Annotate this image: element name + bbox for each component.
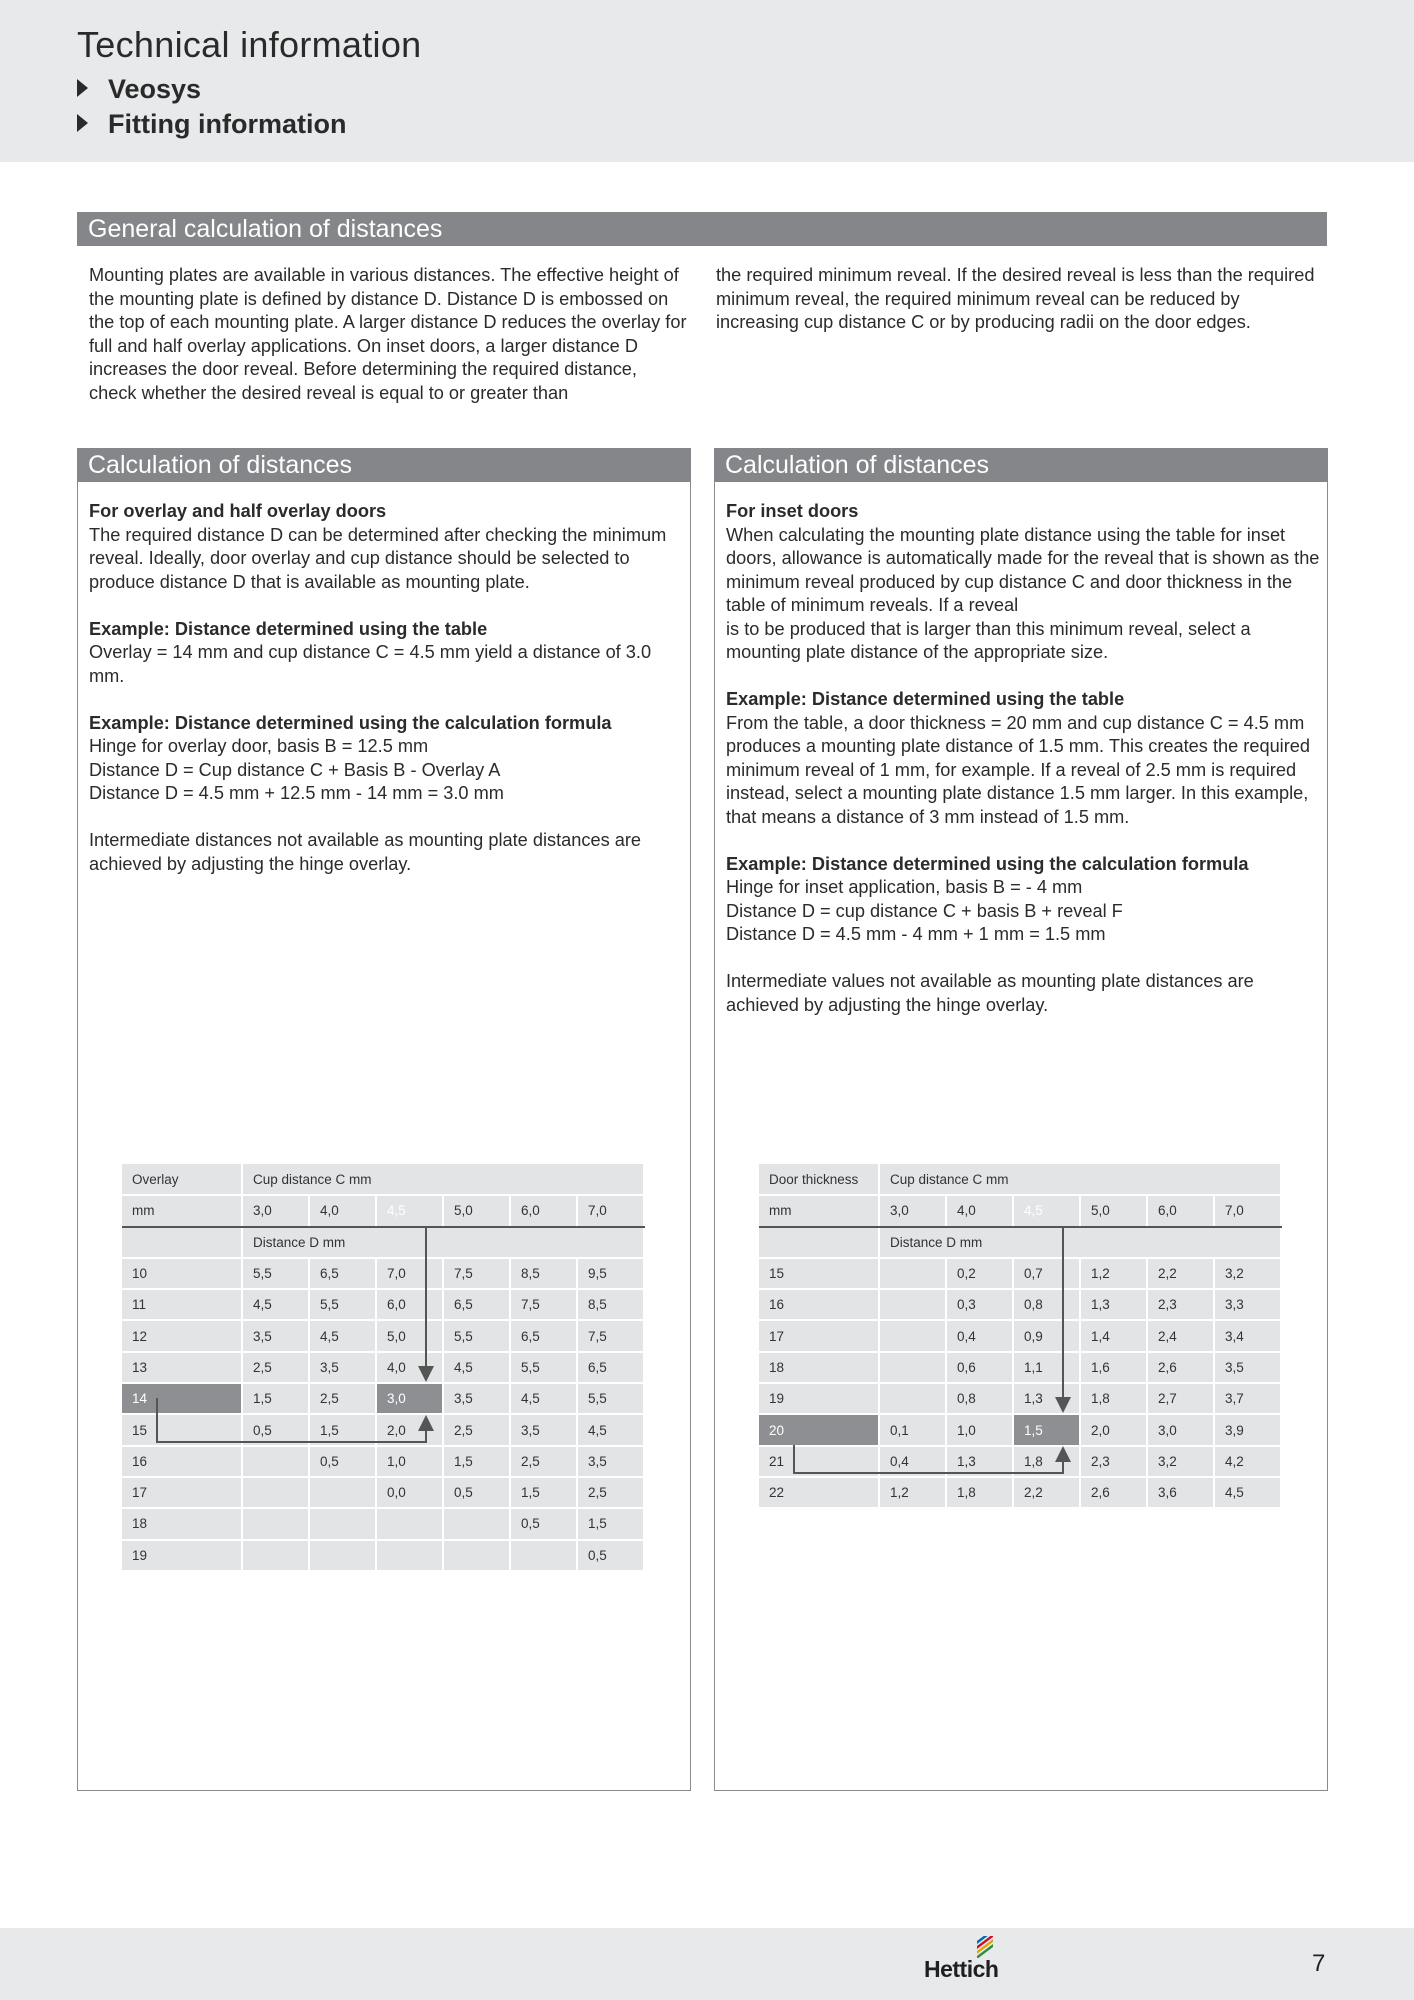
left-sub3-title: Example: Distance determined using the calculation formula bbox=[89, 712, 612, 733]
table-row bbox=[759, 1352, 1281, 1383]
table-cell: 3,5 bbox=[443, 1383, 510, 1414]
table-cell: 2,5 bbox=[577, 1477, 644, 1508]
table-cell: 2,6 bbox=[1080, 1477, 1147, 1508]
table-header-cell: Door thickness bbox=[759, 1164, 879, 1195]
table-cell: 5,5 bbox=[242, 1258, 309, 1289]
table-cell bbox=[309, 1540, 376, 1571]
table-cell: 1,8 bbox=[1013, 1446, 1080, 1477]
table-header-cell: mm bbox=[122, 1195, 242, 1226]
table-cell: 2,2 bbox=[1013, 1477, 1080, 1508]
table-cell: 1,3 bbox=[946, 1446, 1013, 1477]
left-sub2-text: Overlay = 14 mm and cup distance C = 4.5 mm yield a distance of 3.0 mm. bbox=[89, 642, 652, 686]
table-cell: 8,5 bbox=[510, 1258, 577, 1289]
table-cell: 3,4 bbox=[1214, 1320, 1281, 1351]
table-row bbox=[759, 1477, 1281, 1508]
table-cell bbox=[242, 1477, 309, 1508]
table-cell bbox=[879, 1383, 946, 1414]
table-cell: 2,5 bbox=[510, 1446, 577, 1477]
table-row bbox=[122, 1258, 644, 1289]
table-cell: 0,2 bbox=[946, 1258, 1013, 1289]
table-header-cell: 4,5 bbox=[1013, 1195, 1080, 1226]
table-cell bbox=[309, 1477, 376, 1508]
table-header-cell: Cup distance C mm bbox=[879, 1164, 1281, 1195]
table-cell: 1,5 bbox=[1013, 1414, 1080, 1445]
table-row bbox=[122, 1320, 644, 1351]
table-row-label: 19 bbox=[122, 1540, 242, 1571]
table-cell: 5,5 bbox=[510, 1352, 577, 1383]
table-cell: 4,5 bbox=[242, 1289, 309, 1320]
left-sub4-text: Intermediate distances not available as mounting plate distances are achieved by adjusting the hinge overlay. bbox=[89, 830, 642, 874]
left-sub3-line: Hinge for overlay door, basis B = 12.5 mm bbox=[89, 736, 429, 756]
right-panel-heading: Calculation of distances bbox=[714, 448, 1328, 482]
table-header-cell: 4,0 bbox=[946, 1195, 1013, 1226]
table-cell: 1,6 bbox=[1080, 1352, 1147, 1383]
table-cell: 1,2 bbox=[1080, 1258, 1147, 1289]
table-header-cell: Overlay bbox=[122, 1164, 242, 1195]
table-cell: 1,5 bbox=[577, 1508, 644, 1539]
table-cell: 2,4 bbox=[1147, 1320, 1214, 1351]
table-row bbox=[759, 1289, 1281, 1320]
right-sub2-title: Example: Distance determined using the table bbox=[726, 689, 1125, 709]
table-cell: 4,5 bbox=[577, 1414, 644, 1445]
table-cell: 0,6 bbox=[946, 1352, 1013, 1383]
table-cell: 1,8 bbox=[1080, 1383, 1147, 1414]
table-cell: 3,0 bbox=[376, 1383, 443, 1414]
table-cell: 0,4 bbox=[879, 1446, 946, 1477]
table-header-cell: 3,0 bbox=[879, 1195, 946, 1226]
table-cell bbox=[309, 1508, 376, 1539]
left-panel-text bbox=[89, 500, 689, 876]
table-header-row bbox=[759, 1227, 1281, 1258]
table-cell: 2,5 bbox=[242, 1352, 309, 1383]
table-cell bbox=[879, 1352, 946, 1383]
table-row-label: 18 bbox=[759, 1352, 879, 1383]
right-sub1-title: For inset doors bbox=[726, 501, 859, 521]
table-cell: 3,6 bbox=[1147, 1477, 1214, 1508]
table-header-cell: 4,0 bbox=[309, 1195, 376, 1226]
table-row-label: 17 bbox=[759, 1320, 879, 1351]
right-sub1-text: When calculating the mounting plate distance using the table for inset doors, allowance is automatically made for the reveal that is shown as the minimum reveal produced by cup distance C and door thickness in the table of minimum reveals. If a reveal bbox=[726, 524, 1320, 615]
table-row bbox=[759, 1414, 1281, 1445]
left-sub3-line: Distance D = Cup distance C + Basis B - Overlay A bbox=[89, 759, 501, 780]
table-row bbox=[759, 1258, 1281, 1289]
table-row-label: 18 bbox=[122, 1508, 242, 1539]
general-text-col2: the required minimum reveal. If the desired reveal is less than the required minimum reveal, the required minimum reveal can be reduced by increasing cup distance C or by producing radii on the door edges. bbox=[716, 265, 1315, 332]
table-cell: 0,5 bbox=[309, 1446, 376, 1477]
table-header-cell: Distance D mm bbox=[242, 1227, 644, 1258]
table-header-cell: Cup distance C mm bbox=[242, 1164, 644, 1195]
table-cell: 1,5 bbox=[242, 1383, 309, 1414]
table-cell: 1,0 bbox=[946, 1414, 1013, 1445]
table-cell: 1,1 bbox=[1013, 1352, 1080, 1383]
table-row bbox=[759, 1320, 1281, 1351]
table-cell: 5,5 bbox=[309, 1289, 376, 1320]
table-cell bbox=[443, 1508, 510, 1539]
breadcrumb-veosys[interactable]: Veosys bbox=[77, 74, 201, 105]
table-header-row bbox=[759, 1195, 1281, 1226]
table-cell: 0,8 bbox=[1013, 1289, 1080, 1320]
table-row-label: 10 bbox=[122, 1258, 242, 1289]
table-cell: 3,0 bbox=[1147, 1414, 1214, 1445]
table-row-label: 12 bbox=[122, 1320, 242, 1351]
table-cell: 8,5 bbox=[577, 1289, 644, 1320]
table-cell: 5,0 bbox=[376, 1320, 443, 1351]
table-cell: 1,3 bbox=[1080, 1289, 1147, 1320]
table-cell: 7,5 bbox=[577, 1320, 644, 1351]
table-cell: 2,0 bbox=[376, 1414, 443, 1445]
table-cell: 2,0 bbox=[1080, 1414, 1147, 1445]
table-cell bbox=[443, 1540, 510, 1571]
table-cell: 0,5 bbox=[577, 1540, 644, 1571]
table-header-row bbox=[122, 1164, 644, 1195]
table-row-label: 22 bbox=[759, 1477, 879, 1508]
table-cell: 6,5 bbox=[510, 1320, 577, 1351]
table-cell: 4,2 bbox=[1214, 1446, 1281, 1477]
right-sub1-text2: is to be produced that is larger than this minimum reveal, select a mounting plate distance of the appropriate size. bbox=[726, 618, 1251, 662]
table-row bbox=[122, 1446, 644, 1477]
table-cell bbox=[242, 1540, 309, 1571]
table-cell: 3,5 bbox=[1214, 1352, 1281, 1383]
table-cell: 0,4 bbox=[946, 1320, 1013, 1351]
table-cell: 6,5 bbox=[309, 1258, 376, 1289]
table-cell: 4,5 bbox=[1214, 1477, 1281, 1508]
table-cell bbox=[879, 1258, 946, 1289]
table-header-cell: 7,0 bbox=[1214, 1195, 1281, 1226]
table-row bbox=[122, 1383, 644, 1414]
table-cell: 1,8 bbox=[946, 1477, 1013, 1508]
table-cell: 0,3 bbox=[946, 1289, 1013, 1320]
table-cell: 2,7 bbox=[1147, 1383, 1214, 1414]
general-text-col1: Mounting plates are available in various distances. The effective height of the mounting plate is defined by distance D. Distance D is embossed on the top of each mounting plate. A larger distance D reduces the overlay for full and half overlay applications. On inset doors, a larger distance D increases the door reveal. Before determining the required distance, check whether the desired reveal is equal to or greater than bbox=[89, 265, 687, 403]
hettich-logo-icon bbox=[967, 1936, 993, 1958]
table-row-label: 16 bbox=[759, 1289, 879, 1320]
table-row-label: 19 bbox=[759, 1383, 879, 1414]
table-cell: 2,3 bbox=[1147, 1289, 1214, 1320]
table-cell: 4,5 bbox=[443, 1352, 510, 1383]
table-cell: 0,5 bbox=[510, 1508, 577, 1539]
table-cell: 1,5 bbox=[309, 1414, 376, 1445]
table-cell: 2,3 bbox=[1080, 1446, 1147, 1477]
page-header bbox=[0, 0, 1414, 162]
table-row-label: 20 bbox=[759, 1414, 879, 1445]
table-cell: 3,9 bbox=[1214, 1414, 1281, 1445]
table-cell: 1,2 bbox=[879, 1477, 946, 1508]
table-cell: 0,0 bbox=[376, 1477, 443, 1508]
right-sub4-text: Intermediate values not available as mounting plate distances are achieved by adjusting the hinge overlay. bbox=[726, 971, 1254, 1015]
table-row bbox=[122, 1289, 644, 1320]
table-cell: 2,6 bbox=[1147, 1352, 1214, 1383]
table-cell bbox=[879, 1320, 946, 1351]
right-sub3-line: Distance D = 4.5 mm - 4 mm + 1 mm = 1.5 mm bbox=[726, 924, 1106, 944]
table-header-cell bbox=[759, 1227, 879, 1258]
table-row bbox=[759, 1383, 1281, 1414]
table-header-row bbox=[122, 1227, 644, 1258]
table-cell: 4,0 bbox=[376, 1352, 443, 1383]
table-cell bbox=[376, 1508, 443, 1539]
table-cell: 4,5 bbox=[510, 1383, 577, 1414]
table-row-label: 16 bbox=[122, 1446, 242, 1477]
table-row bbox=[122, 1477, 644, 1508]
table-header-cell: 3,0 bbox=[242, 1195, 309, 1226]
table-cell: 1,4 bbox=[1080, 1320, 1147, 1351]
table-cell: 3,5 bbox=[577, 1446, 644, 1477]
table-cell: 0,9 bbox=[1013, 1320, 1080, 1351]
table-cell: 1,5 bbox=[443, 1446, 510, 1477]
table-row-label: 13 bbox=[122, 1352, 242, 1383]
table-cell: 6,0 bbox=[376, 1289, 443, 1320]
table-cell: 2,2 bbox=[1147, 1258, 1214, 1289]
table-header-cell: 4,5 bbox=[376, 1195, 443, 1226]
table-header-row bbox=[759, 1164, 1281, 1195]
left-sub1-text: The required distance D can be determined after checking the minimum reveal. Ideally, door overlay and cup distance should be selected to produce distance D that is available as mounting plate. bbox=[89, 524, 667, 592]
table-header-cell: 7,0 bbox=[577, 1195, 644, 1226]
table-cell: 3,7 bbox=[1214, 1383, 1281, 1414]
table-cell: 3,2 bbox=[1147, 1446, 1214, 1477]
table-cell bbox=[879, 1289, 946, 1320]
inset-distance-table bbox=[759, 1164, 1282, 1509]
table-row-label: 14 bbox=[122, 1383, 242, 1414]
right-sub3-line: Distance D = cup distance C + basis B + reveal F bbox=[726, 900, 1123, 921]
table-cell: 5,5 bbox=[577, 1383, 644, 1414]
table-header-cell: 5,0 bbox=[1080, 1195, 1147, 1226]
table-cell: 4,5 bbox=[309, 1320, 376, 1351]
right-sub3-line: Hinge for inset application, basis B = - 4 mm bbox=[726, 877, 1083, 897]
table-cell: 3,5 bbox=[242, 1320, 309, 1351]
table-cell: 2,5 bbox=[443, 1414, 510, 1445]
table-header-cell bbox=[122, 1227, 242, 1258]
table-cell: 2,5 bbox=[309, 1383, 376, 1414]
left-sub3-line: Distance D = 4.5 mm + 12.5 mm - 14 mm = 3.0 mm bbox=[89, 783, 504, 803]
table-row-label: 11 bbox=[122, 1289, 242, 1320]
table-header-cell: 5,0 bbox=[443, 1195, 510, 1226]
table-cell bbox=[242, 1446, 309, 1477]
table-cell: 1,3 bbox=[1013, 1383, 1080, 1414]
table-cell: 7,0 bbox=[376, 1258, 443, 1289]
table-header-cell: Distance D mm bbox=[879, 1227, 1281, 1258]
table-cell bbox=[376, 1540, 443, 1571]
table-row-label: 15 bbox=[759, 1258, 879, 1289]
left-panel-heading: Calculation of distances bbox=[77, 448, 691, 482]
table-cell bbox=[242, 1508, 309, 1539]
table-header-row bbox=[122, 1195, 644, 1226]
overlay-distance-table bbox=[122, 1164, 645, 1572]
left-sub1-title: For overlay and half overlay doors bbox=[89, 501, 387, 521]
table-cell: 3,3 bbox=[1214, 1289, 1281, 1320]
table-cell: 0,5 bbox=[242, 1414, 309, 1445]
table-cell: 3,5 bbox=[510, 1414, 577, 1445]
table-header-cell: mm bbox=[759, 1195, 879, 1226]
table-cell: 5,5 bbox=[443, 1320, 510, 1351]
table-row bbox=[122, 1414, 644, 1445]
right-sub2-text: From the table, a door thickness = 20 mm and cup distance C = 4.5 mm produces a mounting plate distance of 1.5 mm. This creates the required minimum reveal of 1 mm, for example. If a reveal of 2.5 mm is required instead, select a mounting plate distance 1.5 mm larger. In this example, that means a distance of 3 mm instead of 1.5 mm. bbox=[726, 712, 1311, 827]
table-row bbox=[122, 1508, 644, 1539]
table-cell: 3,5 bbox=[309, 1352, 376, 1383]
table-cell: 7,5 bbox=[510, 1289, 577, 1320]
left-sub2-title: Example: Distance determined using the table bbox=[89, 618, 488, 639]
table-cell: 1,0 bbox=[376, 1446, 443, 1477]
table-cell bbox=[510, 1540, 577, 1571]
page-footer bbox=[0, 1928, 1414, 2000]
table-row-label: 21 bbox=[759, 1446, 879, 1477]
breadcrumb-fitting-information[interactable]: Fitting information bbox=[77, 109, 346, 140]
right-sub3-title: Example: Distance determined using the calculation formula bbox=[726, 853, 1249, 874]
table-cell: 0,7 bbox=[1013, 1258, 1080, 1289]
table-cell: 3,2 bbox=[1214, 1258, 1281, 1289]
table-cell: 9,5 bbox=[577, 1258, 644, 1289]
table-cell: 6,5 bbox=[577, 1352, 644, 1383]
table-header-cell: 6,0 bbox=[1147, 1195, 1214, 1226]
table-row-label: 15 bbox=[122, 1414, 242, 1445]
table-header-cell: 6,0 bbox=[510, 1195, 577, 1226]
caret-right-icon bbox=[77, 114, 88, 132]
right-panel-text bbox=[726, 500, 1326, 1017]
table-cell: 1,5 bbox=[510, 1477, 577, 1508]
caret-right-icon bbox=[77, 79, 88, 97]
table-cell: 7,5 bbox=[443, 1258, 510, 1289]
hettich-logo: Hettich bbox=[924, 1956, 999, 1982]
table-row bbox=[759, 1446, 1281, 1477]
table-cell: 0,8 bbox=[946, 1383, 1013, 1414]
table-cell: 0,1 bbox=[879, 1414, 946, 1445]
table-cell: 6,5 bbox=[443, 1289, 510, 1320]
table-row bbox=[122, 1540, 644, 1571]
table-row-label: 17 bbox=[122, 1477, 242, 1508]
section-heading-general: General calculation of distances bbox=[77, 212, 1327, 246]
table-cell: 0,5 bbox=[443, 1477, 510, 1508]
table-row bbox=[122, 1352, 644, 1383]
page-title: Technical information bbox=[77, 24, 422, 65]
page-number: 7 bbox=[1312, 1950, 1326, 1977]
